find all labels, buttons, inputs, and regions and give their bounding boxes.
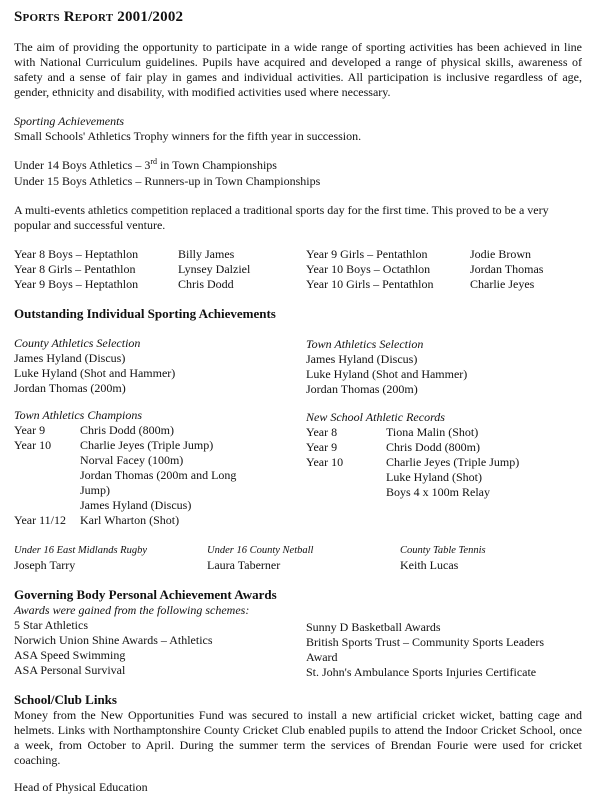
event-label: Year 10 Girls – Pentathlon <box>306 277 434 291</box>
event-winner: Chris Dodd <box>178 277 234 291</box>
county-selection-heading: County Athletics Selection <box>14 336 141 350</box>
county-selection-name: James Hyland (Discus) <box>14 351 126 365</box>
u14-line <box>14 158 277 173</box>
champion-name: James Hyland (Discus) <box>80 498 192 512</box>
town-selection-name: Luke Hyland (Shot and Hammer) <box>306 367 468 381</box>
champion-name: Karl Wharton (Shot) <box>80 513 180 527</box>
champion-name: Jump) <box>80 483 110 497</box>
champion-year: Year 9 <box>14 423 46 437</box>
rugby-label: Under 16 East Midlands Rugby <box>14 545 147 556</box>
record-year: Year 10 <box>306 455 344 469</box>
award-item: British Sports Trust – Community Sports Leaders <box>306 635 545 649</box>
county-selection-name: Luke Hyland (Shot and Hammer) <box>14 366 176 380</box>
signature: Head of Physical Education <box>14 780 148 794</box>
netball-name: Laura Taberner <box>207 558 281 572</box>
netball-label: Under 16 County Netball <box>207 545 314 556</box>
award-item: St. John's Ambulance Sports Injuries Certificate <box>306 665 537 679</box>
multi-events-paragraph: A multi-events athletics competition replaced a traditional sports day for the first time. This proved to be a very popular and successful venture. <box>14 203 549 232</box>
record-name: Chris Dodd (800m) <box>386 440 480 454</box>
u14-ordinal: rd <box>150 157 157 166</box>
event-label: Year 8 Boys – Heptathlon <box>14 247 139 261</box>
record-year: Year 9 <box>306 440 338 454</box>
u15-line: Under 15 Boys Athletics – Runners-up in Town Championships <box>14 174 321 188</box>
award-item: ASA Speed Swimming <box>14 648 126 662</box>
champion-year: Year 10 <box>14 438 52 452</box>
links-paragraph: Money from the New Opportunities Fund was secured to install a new artificial cricket wicket, batting cage and helmets. Links with Northamptonshire County Cricket Club enabled pupils to attend the Indoor Cricket School, once a week, from October to April. During the summer term the services of Brendan Fourie were used for cricket coaching. <box>14 708 582 767</box>
event-winner: Jodie Brown <box>470 247 531 261</box>
town-selection-heading: Town Athletics Selection <box>306 337 424 351</box>
record-year: Year 8 <box>306 425 338 439</box>
table-tennis-label: County Table Tennis <box>400 545 486 556</box>
record-name: Luke Hyland (Shot) <box>386 470 482 484</box>
rugby-name: Joseph Tarry <box>14 558 76 572</box>
record-name: Boys 4 x 100m Relay <box>386 485 490 499</box>
award-item: Sunny D Basketball Awards <box>306 620 441 634</box>
town-selection-name: Jordan Thomas (200m) <box>306 382 418 396</box>
table-tennis-name: Keith Lucas <box>400 558 459 572</box>
event-winner: Jordan Thomas <box>470 262 544 276</box>
outstanding-heading: Outstanding Individual Sporting Achievements <box>14 306 276 321</box>
records-heading: New School Athletic Records <box>306 410 445 424</box>
governing-heading: Governing Body Personal Achievement Awards <box>14 587 277 602</box>
intro-paragraph: The aim of providing the opportunity to participate in a wide range of sporting activities has been achieved in line with National Curriculum guidelines. Pupils have acquired and developed a range of physical skills, awareness of safety and a sense of fair play in games and individual activities. All participation is inclusive regardless of age, gender, ethnicity and disability, with modified activities used where necessary. <box>14 40 582 99</box>
award-item: Award <box>306 650 338 664</box>
award-item: Norwich Union Shine Awards – Athletics <box>14 633 213 647</box>
champion-year: Year 11/12 <box>14 513 67 527</box>
county-selection-name: Jordan Thomas (200m) <box>14 381 126 395</box>
record-name: Tiona Malin (Shot) <box>386 425 479 439</box>
event-label: Year 10 Boys – Octathlon <box>306 262 431 276</box>
record-name: Charlie Jeyes (Triple Jump) <box>386 455 520 469</box>
champion-name: Norval Facey (100m) <box>80 453 184 467</box>
links-heading: School/Club Links <box>14 692 117 707</box>
event-winner: Lynsey Dalziel <box>178 262 251 276</box>
award-item: 5 Star Athletics <box>14 618 88 632</box>
u14-text-end: in Town Championships <box>157 158 277 172</box>
event-winner: Charlie Jeyes <box>470 277 535 291</box>
governing-subheading: Awards were gained from the following schemes: <box>14 603 250 617</box>
event-winner: Billy James <box>178 247 235 261</box>
champion-name: Jordan Thomas (200m and Long <box>80 468 237 482</box>
town-champions-heading: Town Athletics Champions <box>14 408 143 422</box>
champion-name: Chris Dodd (800m) <box>80 423 174 437</box>
page-title: Sports Report 2001/2002 <box>14 9 184 25</box>
sporting-achievements-heading: Sporting Achievements <box>14 114 125 128</box>
trophy-line: Small Schools' Athletics Trophy winners for the fifth year in succession. <box>14 129 362 143</box>
u14-text: Under 14 Boys Athletics – 3 <box>14 158 151 172</box>
award-item: ASA Personal Survival <box>14 663 126 677</box>
event-label: Year 9 Boys – Heptathlon <box>14 277 139 291</box>
event-label: Year 8 Girls – Pentathlon <box>14 262 136 276</box>
event-label: Year 9 Girls – Pentathlon <box>306 247 428 261</box>
champion-name: Charlie Jeyes (Triple Jump) <box>80 438 214 452</box>
town-selection-name: James Hyland (Discus) <box>306 352 418 366</box>
